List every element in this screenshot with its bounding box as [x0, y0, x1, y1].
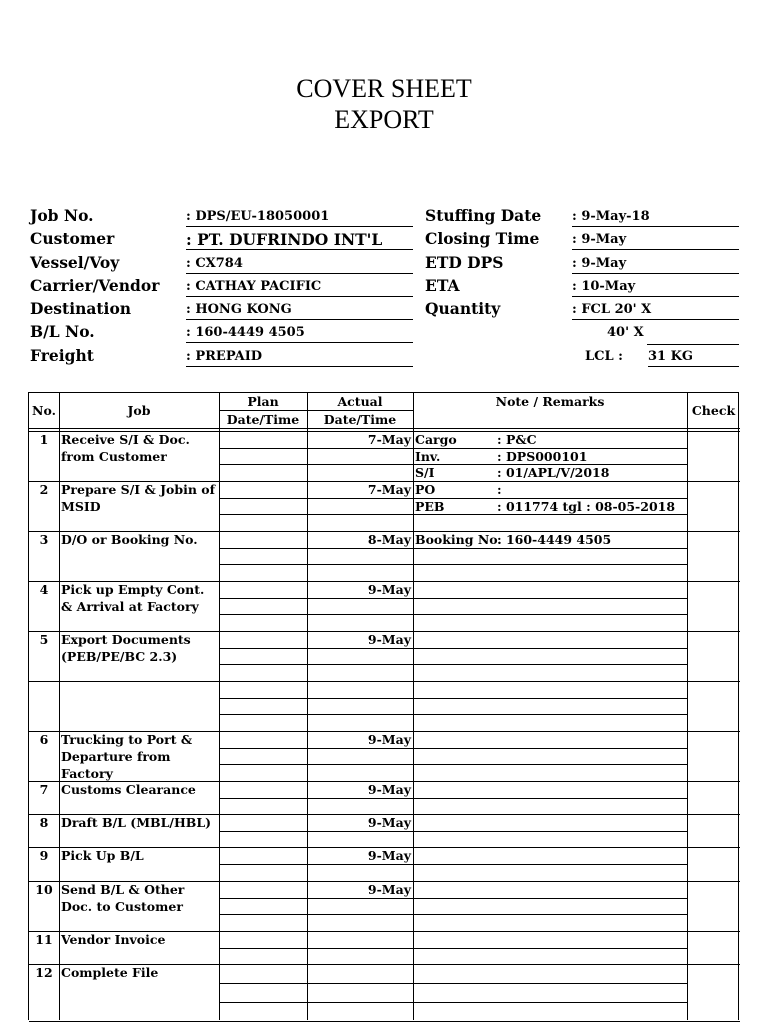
- sub-row-rule: [219, 464, 687, 465]
- group-rule: [29, 1021, 740, 1022]
- note-key: PO: [415, 482, 436, 497]
- row-job: Customs Clearance: [61, 782, 196, 797]
- sub-row-rule: [219, 714, 687, 715]
- row-number: 1: [39, 432, 49, 447]
- header-rule: [29, 428, 740, 429]
- row-actual-datetime: 9-May: [367, 815, 411, 830]
- right-field-value: : 10-May: [572, 277, 739, 297]
- row-job: Pick up Empty Cont. & Arrival at Factory: [61, 582, 205, 614]
- right-field-value: : FCL 20' X: [572, 300, 739, 320]
- note-value: : 01/APL/V/2018: [497, 465, 610, 480]
- row-number: 3: [39, 532, 49, 547]
- row-actual-datetime: 9-May: [367, 882, 411, 897]
- right-field-label: ETD DPS: [425, 253, 504, 272]
- left-field-value: : PT. DUFRINDO INT'L: [186, 230, 413, 250]
- note-key: Booking No.: [415, 532, 502, 547]
- header-notes: Note / Remarks: [495, 394, 605, 409]
- row-job: Pick Up B/L: [61, 848, 144, 863]
- header-plan-datetime: Date/Time: [226, 412, 300, 427]
- left-field-label: Job No.: [30, 206, 94, 225]
- row-number: 5: [39, 632, 49, 647]
- left-field-value: : CATHAY PACIFIC: [186, 277, 413, 297]
- note-value: :: [497, 482, 502, 497]
- sub-row-rule: [219, 831, 687, 832]
- row-actual-datetime: 9-May: [367, 732, 411, 747]
- quantity-40ft: 40' X: [607, 325, 644, 340]
- left-field-label: B/L No.: [30, 322, 95, 341]
- group-rule: [29, 681, 740, 682]
- row-job: Prepare S/I & Jobin of MSID: [61, 482, 215, 514]
- right-field-label: Quantity: [425, 299, 501, 318]
- sub-row-rule: [219, 614, 687, 615]
- row-number: 9: [39, 848, 49, 863]
- column-divider: [687, 393, 688, 1020]
- sub-row-rule: [219, 698, 687, 699]
- left-field-value: : 160-4449 4505: [186, 323, 413, 343]
- row-job: Complete File: [61, 965, 159, 980]
- lcl-label: LCL :: [585, 349, 623, 364]
- row-actual-datetime: 9-May: [367, 848, 411, 863]
- right-field-label: ETA: [425, 276, 460, 295]
- row-job: Export Documents (PEB/PE/BC 2.3): [61, 632, 191, 664]
- right-field-value: : 9-May: [572, 254, 739, 274]
- row-actual-datetime: 9-May: [367, 782, 411, 797]
- sub-row-rule: [219, 914, 687, 915]
- sub-row-rule: [219, 664, 687, 665]
- header-no: No.: [32, 403, 56, 418]
- note-value: : 011774 tgl : 08-05-2018: [497, 499, 676, 514]
- row-actual-datetime: 7-May: [367, 482, 411, 497]
- row-actual-datetime: 9-May: [367, 582, 411, 597]
- left-field-label: Freight: [30, 346, 94, 365]
- row-job: Draft B/L (MBL/HBL): [61, 815, 212, 830]
- sub-row-rule: [219, 598, 687, 599]
- right-field-label: Closing Time: [425, 229, 540, 248]
- sub-row-rule: [219, 983, 687, 984]
- sub-row-rule: [219, 448, 687, 449]
- job-table: [28, 392, 739, 1020]
- row-job: D/O or Booking No.: [61, 532, 198, 547]
- row-number: 12: [35, 965, 53, 980]
- left-field-label: Customer: [30, 229, 115, 248]
- row-number: 8: [39, 815, 49, 830]
- sub-row-rule: [219, 748, 687, 749]
- column-divider: [59, 393, 60, 1020]
- left-field-value: : CX784: [186, 254, 413, 274]
- row-actual-datetime: 9-May: [367, 632, 411, 647]
- right-field-value: : 9-May-18: [572, 207, 739, 227]
- column-divider: [413, 393, 414, 1020]
- header-plan: Plan: [247, 394, 279, 409]
- sub-row-rule: [219, 1002, 687, 1003]
- note-key: Cargo: [415, 432, 457, 447]
- note-value: : 160-4449 4505: [497, 532, 612, 547]
- right-field-value: : 9-May: [572, 230, 739, 250]
- sub-row-rule: [219, 798, 687, 799]
- sub-row-rule: [219, 548, 687, 549]
- left-field-value: : PREPAID: [186, 347, 413, 367]
- title-line-1: COVER SHEET: [296, 74, 472, 103]
- row-job: Vendor Invoice: [61, 932, 166, 947]
- left-field-value: : DPS/EU-18050001: [186, 207, 413, 227]
- row-job: Send B/L & Other Doc. to Customer: [61, 882, 185, 914]
- right-field-label: Stuffing Date: [425, 206, 542, 225]
- note-key: Inv.: [415, 449, 441, 464]
- row-job: Receive S/I & Doc. from Customer: [61, 432, 190, 464]
- row-number: 2: [39, 482, 49, 497]
- row-number: 11: [35, 932, 53, 947]
- note-value: : P&C: [497, 432, 537, 447]
- sub-row-rule: [219, 864, 687, 865]
- sub-row-rule: [219, 564, 687, 565]
- note-key: PEB: [415, 499, 445, 514]
- left-field-label: Destination: [30, 299, 132, 318]
- column-divider: [219, 393, 220, 1020]
- row-number: 4: [39, 582, 49, 597]
- header-job: Job: [127, 403, 151, 418]
- sub-row-rule: [219, 648, 687, 649]
- header-actual-datetime: Date/Time: [323, 412, 397, 427]
- title-line-2: EXPORT: [334, 105, 434, 134]
- row-number: 10: [35, 882, 53, 897]
- row-number: 6: [39, 732, 49, 747]
- sub-row-rule: [219, 948, 687, 949]
- left-field-label: Carrier/Vendor: [30, 276, 160, 295]
- note-value: : DPS000101: [497, 449, 588, 464]
- lcl-value: 31 KG: [648, 347, 739, 367]
- quantity-40ft-underline: [647, 344, 739, 345]
- row-job: Trucking to Port & Departure from Factory: [61, 732, 193, 781]
- left-field-value: : HONG KONG: [186, 300, 413, 320]
- header-check: Check: [691, 403, 736, 418]
- row-number: 7: [39, 782, 49, 797]
- row-actual-datetime: 8-May: [367, 532, 411, 547]
- left-field-label: Vessel/Voy: [30, 253, 120, 272]
- row-actual-datetime: 7-May: [367, 432, 411, 447]
- sub-row-rule: [219, 898, 687, 899]
- header-actual: Actual: [337, 394, 383, 409]
- document-title: [0, 73, 768, 135]
- sub-row-rule: [219, 764, 687, 765]
- note-key: S/I: [415, 465, 435, 480]
